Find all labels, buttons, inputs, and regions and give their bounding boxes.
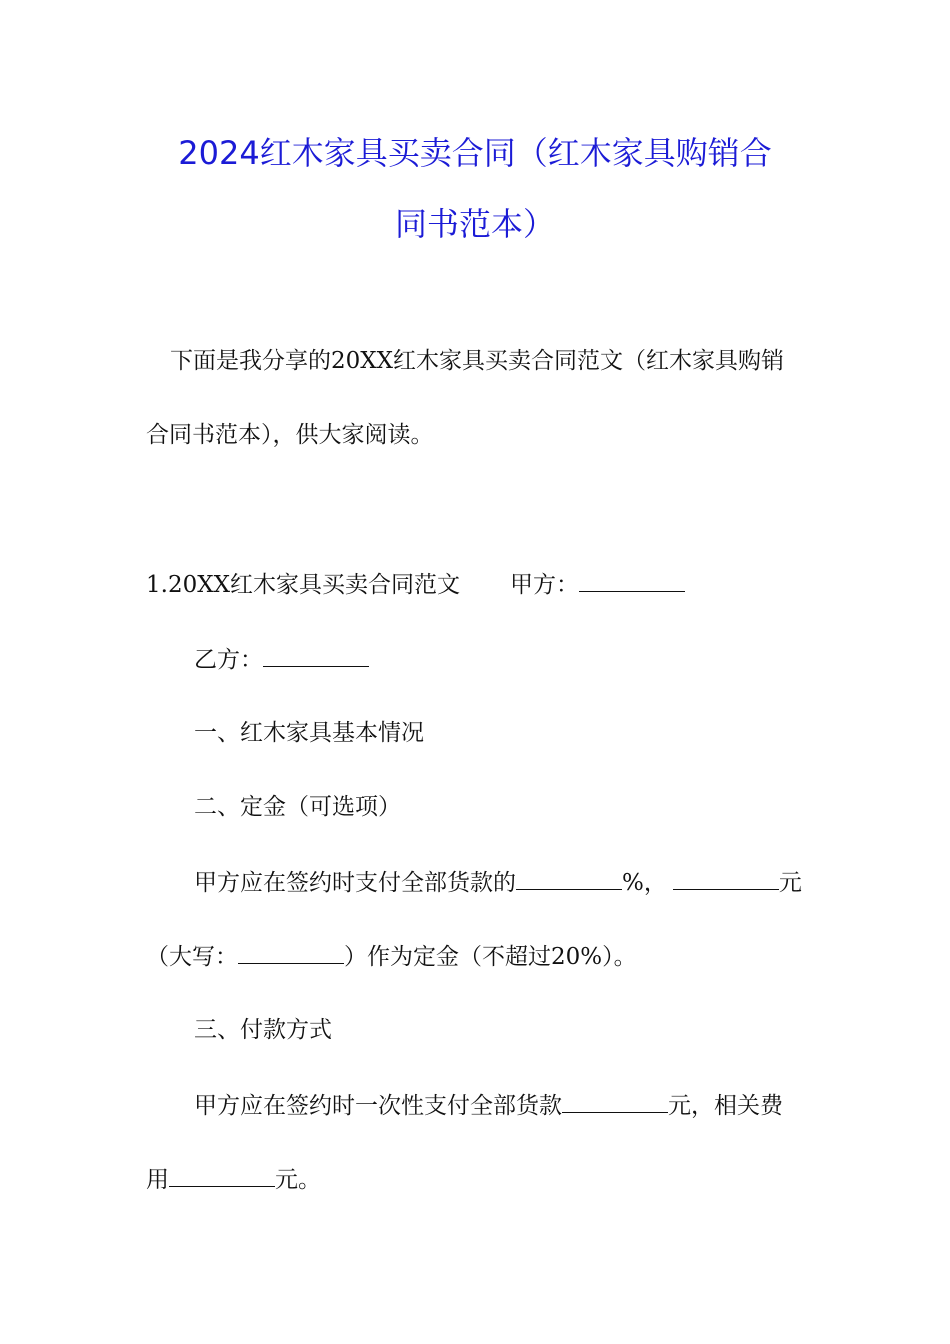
party-b-blank bbox=[263, 644, 369, 667]
party-a-blank bbox=[579, 569, 685, 592]
clause-3-heading: 三、付款方式 bbox=[194, 1017, 332, 1043]
payment-text-c: 用 bbox=[146, 1167, 169, 1193]
deposit-text-b: %， bbox=[622, 870, 667, 896]
deposit-row-2 bbox=[146, 941, 637, 972]
clause-2-heading: 二、定金（可选项） bbox=[194, 794, 401, 820]
document-title-line-2: 同书范本） bbox=[394, 205, 555, 243]
payment-text-d: 元。 bbox=[275, 1167, 321, 1193]
party-b-row bbox=[194, 644, 369, 675]
intro-line-1: 下面是我分享的20XX红木家具买卖合同范文（红木家具购销 bbox=[170, 348, 785, 374]
deposit-amount-blank bbox=[673, 867, 779, 890]
deposit-text-d: （大写： bbox=[146, 944, 238, 970]
section-1-heading: 1.20XX红木家具买卖合同范文 bbox=[146, 572, 460, 598]
intro-line-2: 合同书范本），供大家阅读。 bbox=[146, 422, 434, 448]
fees-amount-blank bbox=[169, 1164, 275, 1187]
clause-1-heading: 一、红木家具基本情况 bbox=[194, 720, 424, 746]
document-title-line-1: 2024红木家具买卖合同（红木家具购销合 bbox=[178, 134, 772, 172]
deposit-percent-blank bbox=[516, 867, 622, 890]
payment-row-1 bbox=[194, 1090, 783, 1121]
payment-text-b: 元，相关费 bbox=[668, 1093, 783, 1119]
deposit-text-e: ）作为定金（不超过20%）。 bbox=[344, 944, 637, 970]
deposit-row-1 bbox=[194, 867, 802, 898]
payment-amount-blank bbox=[562, 1090, 668, 1113]
payment-text-a: 甲方应在签约时一次性支付全部货款 bbox=[194, 1093, 562, 1119]
deposit-text-a: 甲方应在签约时支付全部货款的 bbox=[194, 870, 516, 896]
payment-row-2 bbox=[146, 1164, 321, 1195]
deposit-text-c: 元 bbox=[778, 870, 802, 896]
deposit-capital-blank bbox=[238, 941, 344, 964]
party-a-label: 甲方： bbox=[509, 572, 579, 598]
party-b-label: 乙方： bbox=[194, 647, 263, 673]
section-1-row bbox=[146, 569, 685, 600]
